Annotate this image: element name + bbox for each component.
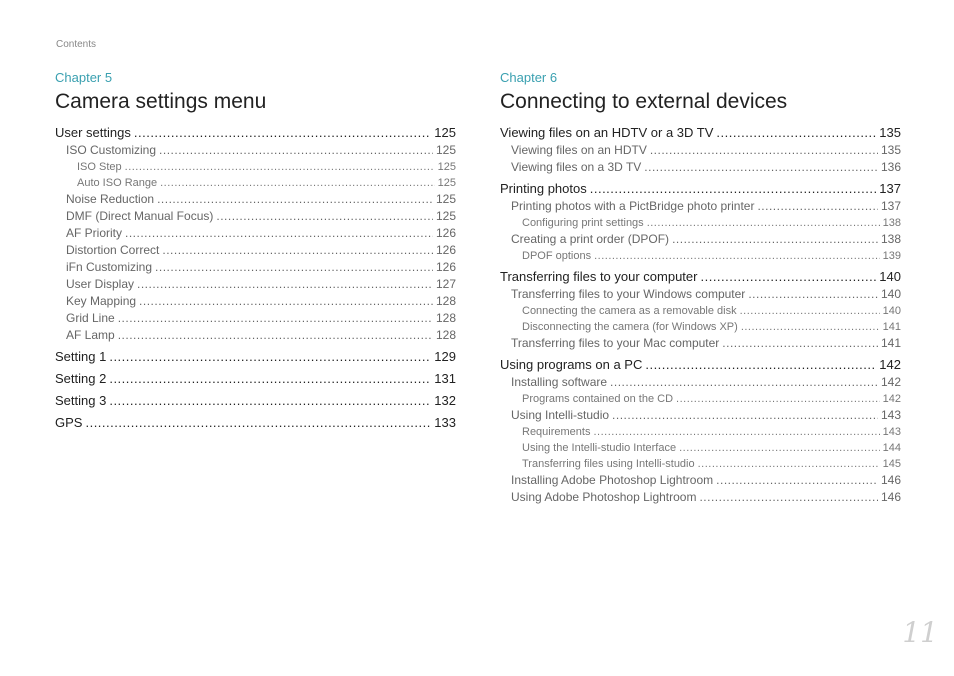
toc-entry-page: 137: [880, 199, 901, 213]
dot-leader: [698, 456, 880, 472]
dot-leader: [157, 191, 433, 208]
toc-entry[interactable]: [500, 391, 901, 407]
toc-entry-label: iFn Customizing: [66, 260, 153, 274]
toc-entry-label: Transferring files using Intelli-studio: [522, 458, 695, 470]
toc-entries: [500, 123, 901, 506]
toc-entry-label: Key Mapping: [66, 294, 137, 308]
toc-entry-label: Using the Intelli-studio Interface: [522, 442, 677, 454]
toc-entry-page: 138: [882, 217, 901, 229]
dot-leader: [610, 374, 878, 391]
toc-entry-label: GPS: [55, 415, 83, 430]
toc-entry-label: AF Priority: [66, 226, 123, 240]
dot-leader: [672, 231, 878, 248]
chapter-title: Connecting to external devices: [500, 90, 788, 113]
toc-entry-page: 135: [879, 125, 901, 140]
toc-entry[interactable]: [500, 286, 901, 303]
toc-entry-page: 142: [879, 357, 901, 372]
toc-entry-label: User Display: [66, 277, 135, 291]
dot-leader: [722, 335, 878, 352]
toc-entry[interactable]: [55, 259, 456, 276]
toc-entry-page: 141: [880, 336, 901, 350]
toc-entry[interactable]: [55, 347, 456, 366]
toc-entry[interactable]: [500, 456, 901, 472]
toc-entry[interactable]: [500, 179, 901, 198]
toc-entry-page: 129: [434, 349, 456, 364]
dot-leader: [125, 159, 435, 175]
page-number: 11: [902, 616, 938, 649]
toc-entry-label: User settings: [55, 125, 131, 140]
dot-leader: [700, 267, 876, 286]
toc-entry-page: 128: [435, 311, 456, 325]
toc-entry-page: 132: [434, 393, 456, 408]
dot-leader: [125, 225, 433, 242]
toc-entry[interactable]: [55, 225, 456, 242]
toc-column-chapter-6: [500, 70, 901, 506]
toc-column-chapter-5: [55, 70, 456, 432]
toc-entry-page: 125: [435, 192, 456, 206]
toc-entry-page: 126: [435, 226, 456, 240]
dot-leader: [593, 424, 879, 440]
toc-entry-page: 135: [880, 143, 901, 157]
chapter-title: Camera settings menu: [55, 90, 267, 113]
toc-entry[interactable]: [500, 374, 901, 391]
toc-entry[interactable]: [55, 123, 456, 142]
toc-entry-label: Setting 1: [55, 349, 107, 364]
toc-entry-page: 126: [435, 243, 456, 257]
toc-entry-label: Setting 3: [55, 393, 107, 408]
toc-entry-page: 125: [434, 125, 456, 140]
toc-entry-page: 144: [882, 442, 901, 454]
toc-entry[interactable]: [500, 440, 901, 456]
toc-entry[interactable]: [55, 293, 456, 310]
toc-entry-label: Programs contained on the CD: [522, 393, 674, 405]
dot-leader: [644, 159, 878, 176]
dot-leader: [118, 310, 433, 327]
toc-entry[interactable]: [55, 191, 456, 208]
toc-entry[interactable]: [55, 276, 456, 293]
toc-entry-label: Creating a print order (DPOF): [511, 232, 670, 246]
toc-entry-label: Grid Line: [66, 311, 115, 325]
toc-entry-label: Using Adobe Photoshop Lightroom: [511, 490, 697, 504]
toc-entry-page: 143: [880, 408, 901, 422]
toc-entry-page: 140: [880, 287, 901, 301]
dot-leader: [109, 369, 431, 388]
toc-entry[interactable]: [55, 310, 456, 327]
toc-entry-label: Viewing files on an HDTV or a 3D TV: [500, 125, 714, 140]
dot-leader: [748, 286, 878, 303]
toc-entry-label: Distortion Correct: [66, 243, 160, 257]
toc-entry-label: Using programs on a PC: [500, 357, 643, 372]
dot-leader: [645, 355, 876, 374]
toc-entry[interactable]: [500, 335, 901, 352]
toc-entry[interactable]: [500, 407, 901, 424]
toc-entry-page: 143: [882, 426, 901, 438]
toc-entry[interactable]: [55, 159, 456, 175]
toc-entry-label: Transferring files to your computer: [500, 269, 698, 284]
dot-leader: [679, 440, 880, 456]
toc-entry-page: 142: [880, 375, 901, 389]
dot-leader: [137, 276, 433, 293]
chapter-label: Chapter 6: [500, 70, 558, 85]
dot-leader: [757, 198, 878, 215]
dot-leader: [118, 327, 433, 344]
toc-entry[interactable]: [500, 472, 901, 489]
toc-entry-page: 142: [882, 393, 901, 405]
toc-entry-page: 136: [880, 160, 901, 174]
toc-entry[interactable]: [55, 142, 456, 159]
toc-entry-label: Installing software: [511, 375, 608, 389]
toc-entry[interactable]: [500, 142, 901, 159]
dot-leader: [741, 319, 880, 335]
toc-entry[interactable]: [55, 208, 456, 225]
toc-entry[interactable]: [500, 424, 901, 440]
toc-entry-page: 128: [435, 328, 456, 342]
toc-entry-label: Viewing files on an HDTV: [511, 143, 647, 157]
chapter-label: Chapter 5: [55, 70, 113, 85]
toc-entry-label: Transferring files to your Windows computer: [511, 287, 746, 301]
dot-leader: [134, 123, 431, 142]
dot-leader: [159, 142, 433, 159]
toc-entry-label: DPOF options: [522, 250, 592, 262]
dot-leader: [162, 242, 433, 259]
dot-leader: [612, 407, 878, 424]
toc-entry-page: 137: [879, 181, 901, 196]
toc-entry-label: Setting 2: [55, 371, 107, 386]
dot-leader: [647, 215, 880, 231]
toc-entry-label: DMF (Direct Manual Focus): [66, 209, 214, 223]
toc-entry-page: 126: [435, 260, 456, 274]
toc-entry[interactable]: [500, 248, 901, 264]
toc-entry[interactable]: [500, 303, 901, 319]
toc-entry[interactable]: [500, 267, 901, 286]
toc-entry-page: 146: [880, 473, 901, 487]
toc-entry-label: Configuring print settings: [522, 217, 644, 229]
toc-entry[interactable]: [55, 175, 456, 191]
toc-entry-label: Installing Adobe Photoshop Lightroom: [511, 473, 714, 487]
dot-leader: [155, 259, 433, 276]
dot-leader: [139, 293, 433, 310]
toc-entry-label: Printing photos with a PictBridge photo printer: [511, 199, 755, 213]
dot-leader: [594, 248, 880, 264]
toc-entry-page: 125: [437, 161, 456, 173]
dot-leader: [699, 489, 878, 506]
toc-entry[interactable]: [55, 413, 456, 432]
toc-entry-page: 139: [882, 250, 901, 262]
toc-entry-page: 125: [435, 143, 456, 157]
toc-entry-page: 138: [880, 232, 901, 246]
toc-entry-page: 125: [435, 209, 456, 223]
toc-entry-page: 146: [880, 490, 901, 504]
page-header: Contents: [56, 39, 97, 50]
dot-leader: [85, 413, 431, 432]
toc-entry[interactable]: [55, 242, 456, 259]
toc-entry-label: Printing photos: [500, 181, 587, 196]
dot-leader: [650, 142, 878, 159]
toc-entry-label: ISO Customizing: [66, 143, 157, 157]
dot-leader: [216, 208, 433, 225]
dot-leader: [590, 179, 877, 198]
toc-entry-label: Disconnecting the camera (for Windows XP): [522, 321, 738, 333]
toc-entry[interactable]: [500, 198, 901, 215]
dot-leader: [109, 347, 431, 366]
dot-leader: [716, 123, 876, 142]
toc-entry-page: 145: [882, 458, 901, 470]
toc-entry-page: 128: [435, 294, 456, 308]
toc-entry-page: 140: [879, 269, 901, 284]
toc-entry[interactable]: [500, 231, 901, 248]
toc-entry-label: ISO Step: [77, 161, 122, 173]
toc-entry-label: Noise Reduction: [66, 192, 155, 206]
toc-entry-label: AF Lamp: [66, 328, 115, 342]
toc-entry-page: 125: [437, 177, 456, 189]
toc-entry[interactable]: [500, 215, 901, 231]
toc-entry-label: Viewing files on a 3D TV: [511, 160, 642, 174]
toc-entry-page: 133: [434, 415, 456, 430]
toc-entry-page: 141: [882, 321, 901, 333]
toc-entry[interactable]: [500, 159, 901, 176]
toc-entry-label: Auto ISO Range: [77, 177, 158, 189]
toc-entry-label: Transferring files to your Mac computer: [511, 336, 720, 350]
toc-entry-label: Requirements: [522, 426, 591, 438]
dot-leader: [740, 303, 880, 319]
toc-entry-page: 140: [882, 305, 901, 317]
toc-entry[interactable]: [500, 355, 901, 374]
toc-entry[interactable]: [55, 391, 456, 410]
toc-entry-page: 131: [434, 371, 456, 386]
toc-entry-label: Using Intelli-studio: [511, 408, 610, 422]
toc-entry[interactable]: [500, 123, 901, 142]
toc-entry-label: Connecting the camera as a removable disk: [522, 305, 737, 317]
dot-leader: [160, 175, 435, 191]
toc-entry[interactable]: [55, 369, 456, 388]
toc-entry[interactable]: [55, 327, 456, 344]
toc-entries: [55, 123, 456, 432]
toc-entry[interactable]: [500, 489, 901, 506]
dot-leader: [109, 391, 431, 410]
toc-entry[interactable]: [500, 319, 901, 335]
dot-leader: [716, 472, 878, 489]
dot-leader: [676, 391, 880, 407]
toc-entry-page: 127: [435, 277, 456, 291]
